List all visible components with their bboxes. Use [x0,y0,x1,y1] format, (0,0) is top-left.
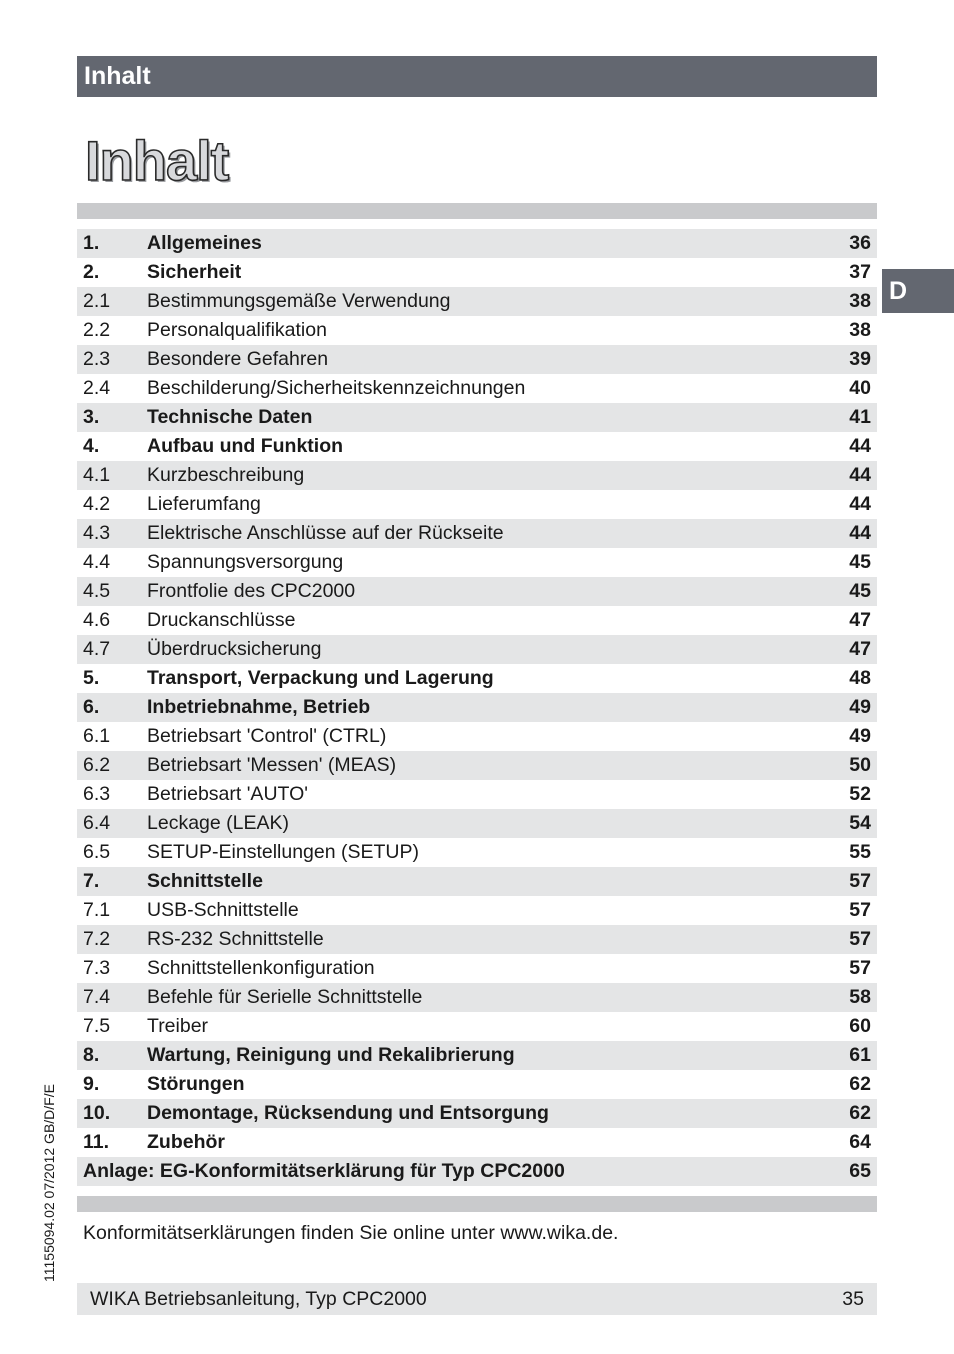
toc-entry-page: 39 [849,348,871,370]
toc-entry-title: Technische Daten [147,406,313,428]
toc-entry [77,1157,877,1186]
toc-entry-title: Betriebsart 'AUTO' [147,783,308,805]
toc-entry [77,1099,877,1128]
toc-entry [77,577,877,606]
section-header-bar [77,56,877,97]
toc-entry-page: 64 [849,1131,871,1153]
toc-entry-number: 6. [83,696,100,718]
toc-entry [77,780,877,809]
toc-entry-number: 6.1 [83,725,111,747]
toc-entry-page: 49 [849,725,871,747]
toc-entry-number: 2.4 [83,377,111,399]
toc-entry-number: 11. [83,1131,110,1153]
toc-entry [77,722,877,751]
toc-entry-page: 49 [849,696,871,718]
toc-entry-number: 4.1 [83,464,111,486]
toc-entry [77,1128,877,1157]
toc-entry-number: 6.4 [83,812,111,834]
toc-entry-number: 7.1 [83,899,111,921]
toc-entry-page: 37 [849,261,871,283]
toc-entry [77,838,877,867]
toc-entry-number: 4. [83,435,100,457]
toc-entry [77,925,877,954]
toc-entry-title: Befehle für Serielle Schnittstelle [147,986,423,1008]
toc-entry-title: Allgemeines [147,232,262,254]
toc-entry-title: Schnittstelle [147,870,263,892]
toc-entry [77,896,877,925]
toc-entry-number: 7.3 [83,957,111,979]
page-title: Inhalt [85,129,229,192]
toc-entry-page: 44 [849,435,871,457]
toc-entry-title: Wartung, Reinigung und Rekalibrierung [147,1044,515,1066]
toc-entry-page: 38 [849,319,871,341]
toc-entry [77,258,877,287]
toc-entry-title: RS-232 Schnittstelle [147,928,324,950]
toc-entry-number: 2.2 [83,319,111,341]
toc-entry-title: Leckage (LEAK) [147,812,289,834]
toc-entry [77,867,877,896]
toc-entry-page: 47 [849,638,871,660]
toc-entry [77,548,877,577]
toc-entry-title: Schnittstellenkonfiguration [147,957,375,979]
table-of-contents [77,229,877,1186]
toc-entry [77,809,877,838]
toc-entry-page: 61 [849,1044,871,1066]
toc-entry-page: 41 [849,406,871,428]
toc-entry-page: 44 [849,493,871,515]
toc-entry-title: Frontfolie des CPC2000 [147,580,356,602]
toc-entry-title: Betriebsart 'Messen' (MEAS) [147,754,397,776]
language-tab-label: D [889,277,908,305]
toc-entry-title: Spannungsversorgung [147,551,344,573]
toc-entry-page: 65 [849,1160,871,1182]
toc-entry-title: Transport, Verpackung und Lagerung [147,667,494,689]
toc-entry-number: 5. [83,667,100,689]
toc-entry [77,287,877,316]
toc-entry-title: Demontage, Rücksendung und Entsorgung [147,1102,549,1124]
toc-entry [77,664,877,693]
toc-entry-page: 60 [849,1015,871,1037]
toc-entry [77,403,877,432]
toc-entry [77,635,877,664]
toc-entry-title: Überdrucksicherung [147,638,322,660]
toc-entry-page: 55 [849,841,871,863]
toc-entry-title: Aufbau und Funktion [147,435,344,457]
toc-entry-page: 58 [849,986,871,1008]
toc-entry-title: Inbetriebnahme, Betrieb [147,696,371,718]
bottom-divider [77,1196,877,1212]
toc-entry-number: 2. [83,261,100,283]
toc-entry [77,1012,877,1041]
toc-entry-number: 10. [83,1102,111,1124]
toc-entry [77,490,877,519]
toc-entry-title: Bestimmungsgemäße Verwendung [147,290,451,312]
toc-entry [77,519,877,548]
toc-entry-number: 6.5 [83,841,111,863]
toc-entry [77,693,877,722]
toc-entry [77,316,877,345]
toc-entry-page: 45 [849,580,871,602]
toc-entry [77,983,877,1012]
toc-entry-title: Druckanschlüsse [147,609,296,631]
toc-entry-number: 4.5 [83,580,111,602]
toc-entry [77,751,877,780]
footer-doc-title: WIKA Betriebsanleitung, Typ CPC2000 [90,1288,427,1310]
toc-entry-number: 4.7 [83,638,111,660]
footer-bar [77,1283,877,1315]
toc-entry-number: 2.3 [83,348,111,370]
toc-entry-number: 3. [83,406,100,428]
toc-entry-page: 57 [849,870,871,892]
toc-entry-page: 45 [849,551,871,573]
section-header-title: Inhalt [84,62,151,90]
toc-entry-page: 57 [849,957,871,979]
toc-entry-number: 6.3 [83,783,111,805]
footer-page-number: 35 [842,1288,864,1310]
toc-entry [77,432,877,461]
toc-entry-page: 57 [849,899,871,921]
top-divider [77,203,877,219]
toc-entry-number: 4.4 [83,551,111,573]
toc-entry-page: 50 [849,754,871,776]
toc-entry-title: USB-Schnittstelle [147,899,299,921]
toc-entry-title: Betriebsart 'Control' (CTRL) [147,725,387,747]
toc-entry-number: 9. [83,1073,100,1095]
toc-entry-page: 40 [849,377,871,399]
toc-entry [77,229,877,258]
conformity-note: Konformitätserklärungen finden Sie online unter www.wika.de. [83,1222,619,1244]
toc-entry-title: Anlage: EG-Konformitätserklärung für Typ CPC2000 [83,1160,565,1182]
toc-entry-number: 7. [83,870,100,892]
toc-entry-title: Sicherheit [147,261,242,283]
toc-entry-number: 7.2 [83,928,111,950]
toc-entry-title: Elektrische Anschlüsse auf der Rückseite [147,522,504,544]
toc-entry-title: Treiber [147,1015,209,1037]
toc-entry [77,954,877,983]
toc-entry-title: Lieferumfang [147,493,261,515]
toc-entry-title: Störungen [147,1073,245,1095]
toc-entry-number: 7.4 [83,986,111,1008]
toc-entry-page: 62 [849,1102,871,1124]
toc-entry-page: 47 [849,609,871,631]
toc-entry-title: Personalqualifikation [147,319,327,341]
toc-entry-number: 4.6 [83,609,111,631]
toc-entry [77,1041,877,1070]
document-code: 11155094.02 07/2012 GB/D/F/E [41,1084,57,1282]
toc-entry [77,345,877,374]
toc-entry-page: 44 [849,522,871,544]
toc-entry [77,374,877,403]
toc-entry-page: 52 [849,783,871,805]
toc-entry-page: 44 [849,464,871,486]
toc-entry-title: Kurzbeschreibung [147,464,305,486]
toc-entry-number: 4.3 [83,522,111,544]
toc-entry [77,1070,877,1099]
toc-entry-title: Zubehör [147,1131,225,1153]
toc-entry-title: SETUP-Einstellungen (SETUP) [147,841,420,863]
language-tab [882,269,954,313]
toc-entry [77,606,877,635]
toc-entry-page: 48 [849,667,871,689]
toc-entry-title: Beschilderung/Sicherheitskennzeichnungen [147,377,526,399]
toc-entry-page: 62 [849,1073,871,1095]
toc-entry-number: 4.2 [83,493,111,515]
toc-entry-title: Besondere Gefahren [147,348,329,370]
toc-entry-number: 2.1 [83,290,111,312]
toc-entry-page: 57 [849,928,871,950]
toc-entry-number: 7.5 [83,1015,111,1037]
toc-entry-page: 36 [849,232,871,254]
toc-entry-page: 54 [849,812,871,834]
toc-entry-number: 1. [83,232,100,254]
toc-entry-page: 38 [849,290,871,312]
toc-entry-number: 8. [83,1044,100,1066]
toc-entry [77,461,877,490]
toc-entry-number: 6.2 [83,754,111,776]
